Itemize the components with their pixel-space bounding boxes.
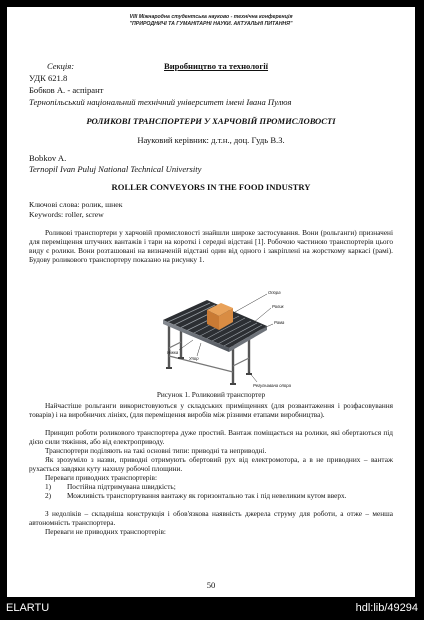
page-number: 50 [206,580,216,590]
figure-label-frame: Рама [274,320,285,325]
paragraph-advantages-driven: Переваги приводних транспортерів: [45,473,157,482]
paragraph-types: Транспортери поділяють на такі основні типи: приводні та неприводні. [45,446,267,455]
paragraph-intro: Роликові транспортери у харчовій промисловості знайшли широке застосування. Вони (рольганги) призначені для переміщення штучних вантажів і тари на короткі і середні відстані [1]. Робочою частиною транспортерів цього виду є ролики. Вони розташовані на визначеній відстані один від одного і закріплені на жорсткому каркасі (рамі). Будову роликового транспортеру показано на рисунку 1. [29,228,393,264]
affiliation-en: Ternopil Ivan Puluj National Technical University [29,164,202,174]
footer-repository-name: ELARTU [6,602,50,614]
paragraph-drive: Як зрозуміло з назви, приводні отримують обертовий рух від електромотора, а в не приводних – вантаж рухається завдяки куту нахилу робочої площини. [29,455,393,473]
title-en: ROLLER CONVEYORS IN THE FOOD INDUSTRY [111,182,311,192]
udc-code: УДК 621.8 [29,73,68,83]
affiliation-ua: Тернопільський національний технічний університет імені Івана Пулюя [29,97,292,107]
figure-label-roller: Ролик [272,304,284,309]
figure-label-stop: Упор [189,356,199,361]
conference-header-line2: "ПРИРОДНИЧІ ТА ГУМАНІТАРНІ НАУКИ. АКТУАЛЬНІ ПИТАННЯ" [129,21,293,27]
document-page [7,7,415,597]
list-item-text: Постійна підтримувана швидкість; [67,482,176,491]
section-name: Виробництво та технології [164,61,269,71]
roller-conveyor-figure [149,286,299,391]
conference-header-line1: VIII Міжнародна студентська науково - технічна конференція [129,14,293,20]
supervisor: Науковий керівник: д.т.н., доц. Гудь В.З. [137,135,285,145]
figure-label-foot: Регульована опора [253,383,291,388]
section-label: Секція: [47,61,75,71]
author-en: Bobkov A. [29,153,67,163]
author-ua: Бобков А. - аспірант [29,85,104,95]
figure-label-support: Опора [268,290,281,295]
keywords-en: Keywords: roller, screw [29,210,104,219]
title-ua: РОЛИКОВІ ТРАНСПОРТЕРИ У ХАРЧОВІЙ ПРОМИСЛОВОСТІ [86,116,336,126]
footer-handle: hdl:lib/49294 [355,602,418,614]
list-item [29,492,393,501]
keywords-ua: Ключові слова: ролик, шнек [29,200,123,209]
list-item-number: 1) [45,482,52,491]
paragraph-disadvantages: З недоліків – складніша конструкція і обов'язкова наявність джерела струму для роботи, а отже – менша автономність транспортера. [29,509,393,527]
paragraph-principle: Принцип роботи роликового транспортера дуже простий. Вантаж поміщається на ролики, які обертаються під дією сили тяжіння, або від електроприводу. [29,428,393,446]
figure-caption: Рисунок 1. Роликовий транспортер [156,390,266,399]
adjustable-feet [166,357,252,385]
figure-label-leg: Ніжка [167,350,179,355]
paragraph-advantages-gravity: Переваги не приводних транспортерів: [45,527,166,536]
list-item-number: 2) [45,491,52,500]
list-item-text: Можливість транспортування вантажу як горизонтально так і під невеликим кутом вверх. [67,491,347,500]
paragraph-usage: Найчастіше рольганги використовуються у складських приміщеннях (для розвантаження і розфасовування товарів) і на виробничих лініях, (для переміщення виробів між різними етапами виробництва). [29,401,393,419]
